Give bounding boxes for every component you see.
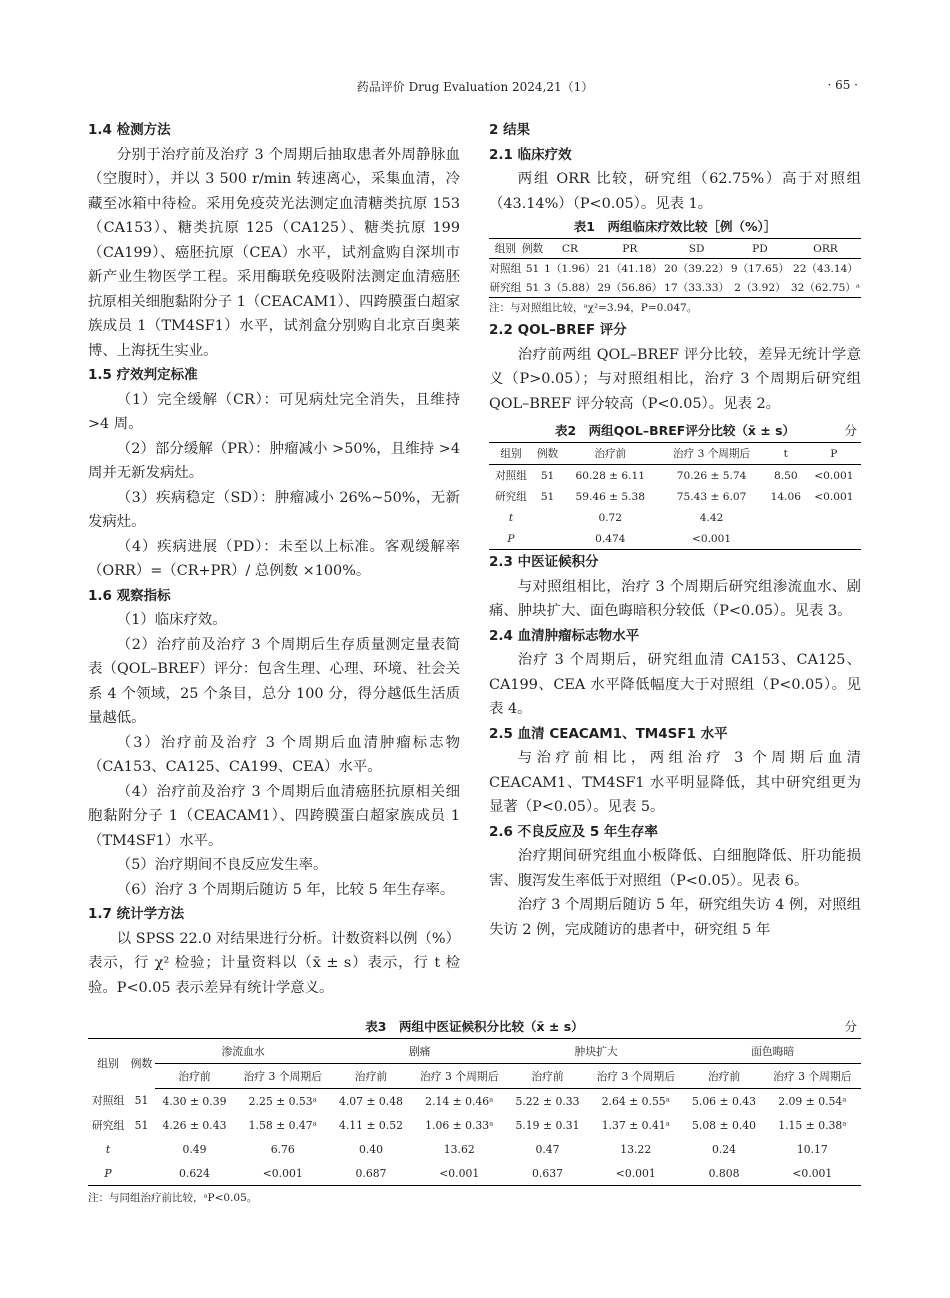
table-3-cell: 0.49 — [182, 1142, 207, 1156]
table-1-cell: 9（17.65） — [730, 263, 790, 275]
table-3-cell: 对照组 — [91, 1094, 125, 1108]
left-text-flow — [88, 118, 460, 1000]
table-2-cell — [765, 528, 807, 550]
table-2-cell: 0.72 — [598, 511, 623, 524]
section-heading: 1.6 观察指标 — [88, 587, 171, 604]
table-1-row — [489, 278, 861, 298]
table-1-cell: 32（62.75）ᵃ — [790, 282, 860, 294]
table-3-cell: <0.001 — [615, 1166, 656, 1180]
right-column — [489, 118, 861, 942]
table-2-cell: 70.26 ± 5.74 — [676, 469, 747, 482]
paragraph: 以 SPSS 22.0 对结果进行分析。计数资料以例（%）表示，行 χ² 检验；计量资料以（x̄ ± s）表示，行 t 检验。P<0.05 表示差异有统计学意义。 — [88, 930, 460, 996]
table-3-title: 表3 两组中医证候积分比较（x̄ ± s） — [365, 1019, 584, 1034]
table-3-cell: P — [104, 1166, 112, 1180]
section-heading: 1.7 统计学方法 — [88, 906, 185, 922]
table-1-cell: 21（41.18） — [597, 263, 663, 275]
table-1-cell: 3（5.88） — [544, 282, 596, 294]
paragraph: 治疗 3 个周期后，研究组血清 CA153、CA125、CA199、CEA 水平降低幅度大于对照组（P<0.05）。见表 4。 — [489, 652, 861, 717]
table-2-row — [489, 507, 861, 528]
table-3-sub-header: 治疗前 — [684, 1064, 763, 1089]
section-heading: 1.5 疗效判定标准 — [88, 367, 198, 383]
table-3-group-header: 面色晦暗 — [684, 1039, 861, 1064]
table-1 — [489, 216, 861, 318]
table-2-cell — [807, 507, 861, 528]
table-2-title: 表2 两组QOL–BREF评分比较（x̄ ± s） — [554, 423, 796, 438]
table-3-cell — [128, 1137, 155, 1161]
section-heading: 2.2 QOL–BREF 评分 — [489, 322, 627, 338]
table-1-cell: 51 — [525, 281, 540, 294]
table-2-cell: <0.001 — [691, 532, 732, 545]
table-1-cell: 1（1.96） — [544, 263, 596, 275]
paragraph: 两组 ORR 比较，研究组（62.75%）高于对照组（43.14%）（P<0.05）。见表 1。 — [489, 171, 861, 212]
table-3-cell: 5.06 ± 0.43 — [692, 1094, 757, 1108]
table-2-cell — [765, 507, 807, 528]
paragraph: 与治疗前相比，两组治疗 3 个周期后血清 CEACAM1、TM4SF1 水平明显降低，其中研究组更为显著（P<0.05）。见表 5。 — [489, 750, 861, 815]
table-3-cell: <0.001 — [792, 1166, 833, 1180]
table-2-row — [489, 486, 861, 507]
table-3-cell: 研究组 — [91, 1118, 125, 1132]
section-heading: 2.1 临床疗效 — [489, 146, 572, 163]
table-2-cell: 14.06 — [770, 490, 801, 503]
table-3-cell: 2.14 ± 0.46ᵃ — [425, 1094, 494, 1108]
table-2-cell: 研究组 — [495, 491, 527, 503]
table-3-sub-header: 治疗 3 个周期后 — [764, 1064, 861, 1089]
table-1-cell: 51 — [525, 262, 540, 275]
table-1-header-cell: SD — [663, 239, 730, 259]
table-1-row — [489, 259, 861, 279]
table-3-cell: 4.26 ± 0.43 — [162, 1118, 227, 1132]
table-3-cell: 0.637 — [532, 1166, 563, 1180]
table-2-cell: P — [507, 532, 515, 545]
paragraph: （4）疾病进展（PD）：未至以上标准。客观缓解率（ORR）=（CR+PR）/ 总例数 ×100%。 — [88, 538, 460, 579]
table-3-cell: 13.62 — [443, 1142, 475, 1156]
table-2-caption — [489, 420, 861, 442]
paragraph: （5）治疗期间不良反应发生率。 — [116, 857, 328, 873]
table-1-cell: 22（43.14） — [792, 263, 858, 275]
table-1-header-cell: CR — [543, 239, 596, 259]
table-3-cell: 1.06 ± 0.33ᵃ — [425, 1118, 494, 1132]
table-3-sub-header: 治疗 3 个周期后 — [411, 1064, 508, 1089]
table-2-cell: 4.42 — [699, 511, 724, 524]
table-2-cell — [533, 507, 562, 528]
table-2-unit: 分 — [844, 423, 857, 438]
paragraph: （3）治疗前及治疗 3 个周期后血清肿瘤标志物（CA153、CA125、CA199、CEA）水平。 — [88, 734, 460, 775]
table-3-sub-header: 治疗 3 个周期后 — [234, 1064, 331, 1089]
table-1-header-cell: ORR — [790, 239, 861, 259]
table-3-cell: 10.17 — [796, 1142, 828, 1156]
paragraph: 治疗 3 个周期后随访 5 年，研究组失访 4 例，对照组失访 2 例，完成随访的患者中，研究组 5 年 — [489, 897, 861, 938]
table-3-caption — [88, 1016, 861, 1038]
paragraph: （2）部分缓解（PR）：肿瘤减小 >50%，且维持 >4 周并无新发病灶。 — [88, 440, 460, 481]
table-1-cell: 29（56.86） — [597, 282, 663, 294]
page-number: · 65 · — [827, 78, 858, 92]
sections-2-3-to-2-6 — [489, 550, 861, 942]
table-3-cell: 4.07 ± 0.48 — [338, 1094, 403, 1108]
table-3-cell: 0.40 — [358, 1142, 384, 1156]
table-3 — [88, 1016, 861, 1208]
table-2-header-cell: 治疗 3 个周期后 — [658, 443, 765, 465]
section-heading: 2 结果 — [489, 122, 531, 138]
table-3-cell: 0.47 — [535, 1142, 560, 1156]
table-1-cell: 研究组 — [489, 282, 522, 294]
table-3-cell: 5.19 ± 0.31 — [515, 1118, 580, 1132]
table-3-sub-header: 治疗 3 个周期后 — [587, 1064, 684, 1089]
table-2-cell: 0.474 — [595, 532, 626, 545]
table-1-header-cell: 例数 — [522, 239, 544, 259]
table-1-cell: 对照组 — [489, 263, 522, 275]
table-3-cell: 0.687 — [355, 1166, 387, 1180]
table-2-header-cell: t — [765, 443, 807, 465]
paragraph: （1）完全缓解（CR）：可见病灶完全消失，且维持 >4 周。 — [88, 391, 460, 432]
table-3-header-group: 组别 — [97, 1057, 119, 1071]
table-2-row — [489, 465, 861, 487]
table-3-sub-header: 治疗前 — [508, 1064, 587, 1089]
section-heading: 2.5 血清 CEACAM1、TM4SF1 水平 — [489, 725, 728, 742]
section-2-1 — [489, 118, 861, 216]
table-2-cell: 对照组 — [495, 470, 527, 482]
table-3-cell: 51 — [134, 1118, 149, 1132]
table-3-note: 注：与同组治疗前比较，ᵃP<0.05。 — [88, 1192, 258, 1204]
table-3-cell: 0.808 — [708, 1166, 740, 1180]
table-3-cell: 6.76 — [270, 1142, 295, 1156]
table-3-cell: <0.001 — [262, 1166, 303, 1180]
table-3-cell: 1.58 ± 0.47ᵃ — [248, 1118, 317, 1132]
table-3-sub-header: 治疗前 — [155, 1064, 234, 1089]
paragraph: 治疗前两组 QOL–BREF 评分比较，差异无统计学意义（P>0.05）；与对照组相比，治疗 3 个周期后研究组 QOL–BREF 评分较高（P<0.05）。见表 2。 — [489, 346, 861, 412]
table-2-cell: t — [508, 511, 514, 524]
paragraph: （2）治疗前及治疗 3 个周期后生存质量测定量表简表（QOL–BREF）评分：包含生理、心理、环境、社会关系 4 个领域，25 个条目，总分 100 分，得分越低生活质量越低。 — [88, 636, 460, 726]
table-3-row — [88, 1161, 861, 1186]
table-3-cell: 5.08 ± 0.40 — [692, 1118, 757, 1132]
table-3-cell: 1.37 ± 0.41ᵃ — [601, 1118, 670, 1132]
table-3-row — [88, 1089, 861, 1114]
table-3-cell: 51 — [134, 1094, 149, 1108]
table-1-header-cell: PD — [730, 239, 790, 259]
table-2-cell: 75.43 ± 6.07 — [676, 490, 747, 503]
table-2-row — [489, 528, 861, 550]
table-3-header-n: 例数 — [130, 1057, 153, 1071]
table-3-cell: 5.22 ± 0.33 — [515, 1094, 580, 1108]
table-3-cell: t — [105, 1142, 111, 1156]
running-header — [0, 78, 950, 98]
section-heading: 2.3 中医证候积分 — [489, 554, 599, 570]
paragraph: 与对照组相比，治疗 3 个周期后研究组渗流血水、剧痛、肿块扩大、面色晦暗积分较低（P<0.05）。见表 3。 — [489, 578, 861, 619]
table-2-cell: 51 — [540, 469, 555, 482]
table-1-header-cell: 组别 — [489, 239, 522, 259]
table-3-cell: 2.09 ± 0.54ᵃ — [778, 1094, 847, 1108]
left-column — [88, 118, 460, 1000]
section-heading: 1.4 检测方法 — [88, 122, 171, 138]
table-2-cell — [533, 528, 562, 550]
table-3-cell: 2.25 ± 0.53ᵃ — [248, 1094, 317, 1108]
section-2-2 — [489, 318, 861, 416]
table-3-group-header: 剧痛 — [331, 1039, 508, 1064]
table-3-cell: 0.24 — [712, 1142, 737, 1156]
table-1-header-cell: PR — [596, 239, 663, 259]
table-2-cell: 51 — [540, 490, 555, 503]
table-2-cell: 60.28 ± 6.11 — [575, 469, 646, 482]
table-1-cell: 17（33.33） — [664, 282, 730, 294]
table-3-cell: 0.624 — [179, 1166, 210, 1180]
table-2-cell: <0.001 — [814, 469, 854, 482]
table-2-cell: <0.001 — [814, 490, 854, 503]
table-2-header-cell: P — [807, 443, 861, 465]
table-3-cell: 4.11 ± 0.52 — [338, 1118, 403, 1132]
table-3-unit: 分 — [844, 1019, 857, 1034]
table-3-row — [88, 1137, 861, 1161]
table-3-sub-header: 治疗前 — [331, 1064, 410, 1089]
table-1-cell: 20（39.22） — [664, 263, 730, 275]
table-2-cell — [807, 528, 861, 550]
table-2-cell: 59.46 ± 5.38 — [575, 490, 646, 503]
table-2-header-cell: 治疗前 — [562, 443, 658, 465]
table-3-cell — [128, 1161, 155, 1186]
section-heading: 2.4 血清肿瘤标志物水平 — [489, 627, 640, 644]
table-2-cell: 8.50 — [773, 469, 798, 482]
table-2-header-cell: 组别 — [489, 443, 533, 465]
table-3-cell: 4.30 ± 0.39 — [162, 1094, 227, 1108]
table-3-group-header: 肿块扩大 — [508, 1039, 685, 1064]
table-1-caption: 表1 两组临床疗效比较［例（%）］ — [573, 219, 777, 234]
table-3-group-header: 渗流血水 — [155, 1039, 332, 1064]
paragraph: 治疗期间研究组血小板降低、白细胞降低、肝功能损害、腹泻发生率低于对照组（P<0.05）。见表 6。 — [489, 848, 861, 889]
table-2-header-cell: 例数 — [533, 443, 562, 465]
table-1-cell: 2（3.92） — [734, 282, 786, 294]
paragraph: 分别于治疗前及治疗 3 个周期后抽取患者外周静脉血（空腹时），并以 3 500 r/min 转速离心，采集血清，冷藏至冰箱中待检。采用免疫荧光法测定血清糖类抗原 153（CA153）、糖类抗原 125（CA125）、糖类抗原 199（CA199）、癌胚抗原（CEA）水平，试剂盒购自深圳市新产业生物医学工程。采用酶联免疫吸附法测定血清癌胚抗原相关细胞黏附分子 1（CEACAM1）、四跨膜蛋白超家族成员 1（TM4SF1）水平，试剂盒分别购自北京百奥莱博、上海抚生实业。 — [88, 146, 460, 359]
paragraph: （1）临床疗效。 — [116, 612, 227, 628]
table-3-row — [88, 1113, 861, 1137]
table-3-cell: 2.64 ± 0.55ᵃ — [601, 1094, 670, 1108]
table-3-cell: 1.15 ± 0.38ᵃ — [778, 1118, 847, 1132]
table-3-cell: <0.001 — [439, 1166, 480, 1180]
paragraph: （3）疾病稳定（SD）：肿瘤减小 26%~50%，无新发病灶。 — [88, 489, 460, 530]
table-1-note: 注：与对照组比较，ᵃχ²=3.94，P=0.047。 — [489, 302, 698, 314]
journal-title: 药品评价 Drug Evaluation 2024,21（1） — [356, 80, 594, 94]
paragraph: （6）治疗 3 个周期后随访 5 年，比较 5 年生存率。 — [116, 881, 455, 898]
table-3-cell: 13.22 — [620, 1142, 652, 1156]
table-2 — [489, 420, 861, 550]
paragraph: （4）治疗前及治疗 3 个周期后血清癌胚抗原相关细胞黏附分子 1（CEACAM1）、四跨膜蛋白超家族成员 1（TM4SF1）水平。 — [88, 783, 460, 849]
section-heading: 2.6 不良反应及 5 年生存率 — [489, 823, 658, 840]
